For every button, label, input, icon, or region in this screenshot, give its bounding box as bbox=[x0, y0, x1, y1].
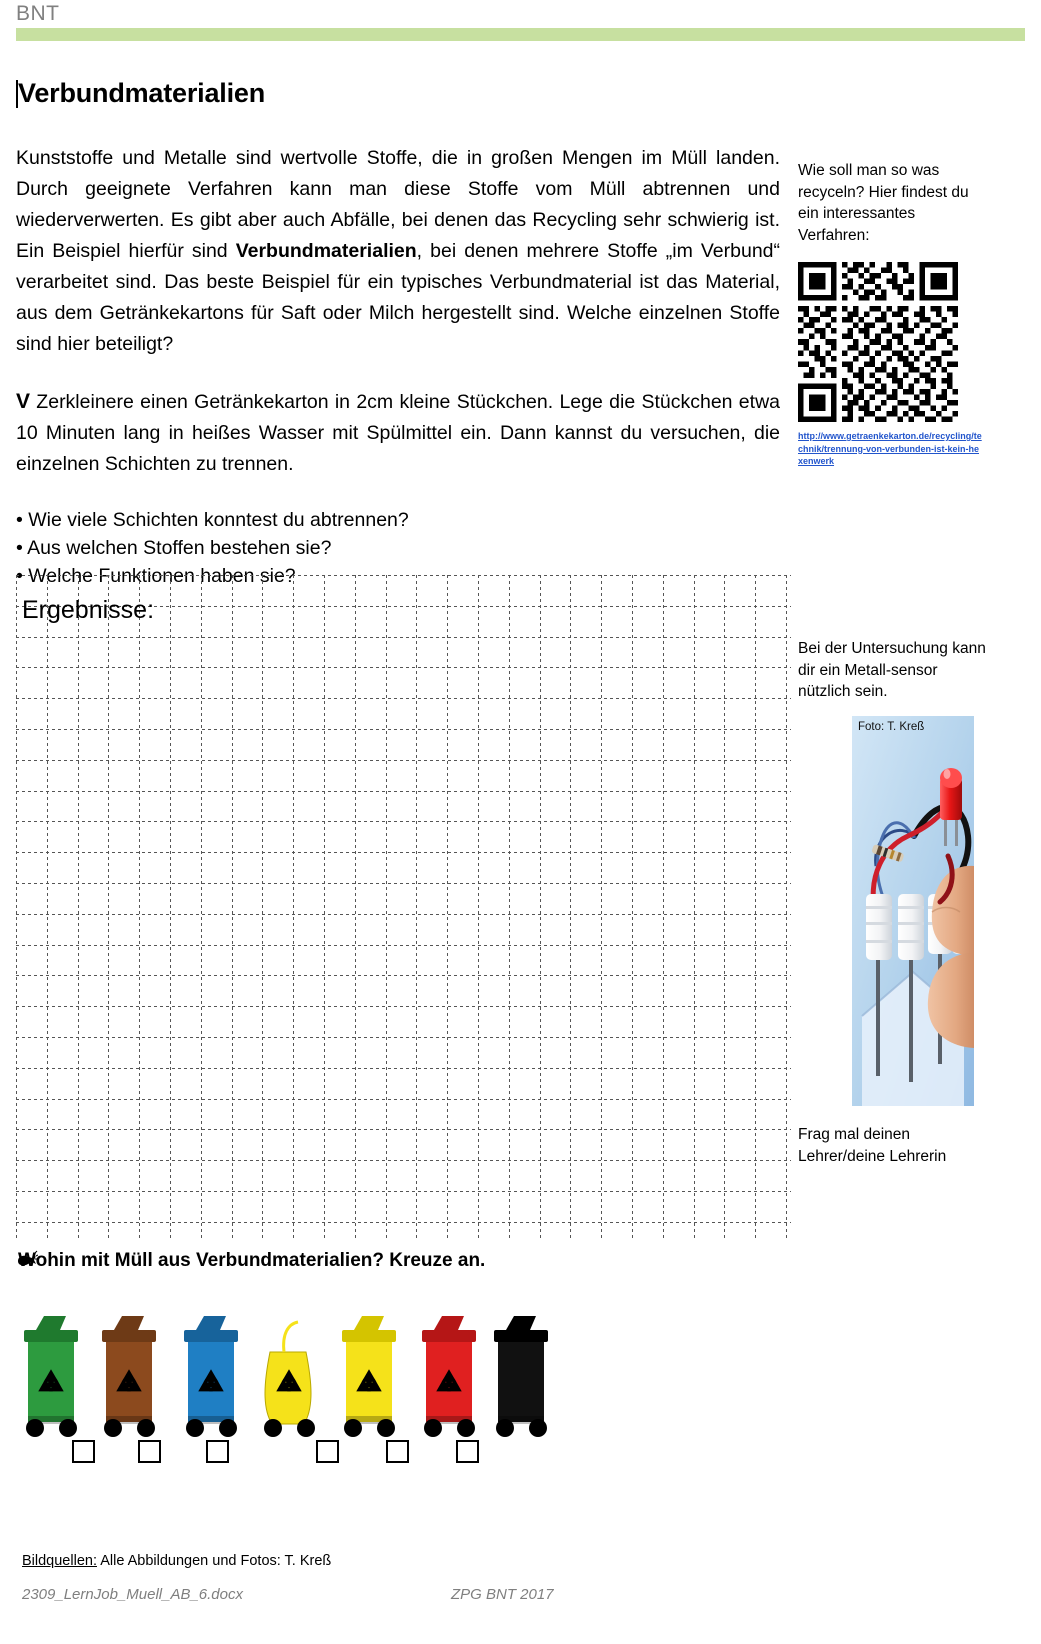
bin-glyph-black-bin bbox=[486, 1312, 556, 1440]
paragraph-spacer bbox=[16, 360, 780, 386]
answer-grid-svg bbox=[16, 575, 791, 1240]
qr-intro-text: Wie soll man so was recyceln? Hier findest du ein interessantes Verfahren: bbox=[798, 162, 969, 244]
ask-teacher-text: Frag mal deinen Lehrer/deine Lehrerin bbox=[798, 1126, 947, 1165]
bin-black-bin[interactable] bbox=[486, 1312, 556, 1440]
image-sources-line bbox=[22, 1553, 331, 1569]
main-text-column bbox=[16, 143, 780, 590]
bin-checkbox[interactable] bbox=[386, 1440, 409, 1463]
bin-checkbox[interactable] bbox=[72, 1440, 95, 1463]
bin-checkbox[interactable] bbox=[316, 1440, 339, 1463]
intro-bold-term: Verbundmaterialien bbox=[235, 240, 417, 262]
results-label: Ergebnisse: bbox=[22, 596, 155, 624]
question-item: • Welche Funktionen haben sie? bbox=[16, 565, 296, 587]
bin-glyph-glass-bin bbox=[176, 1312, 246, 1440]
intro-part1: Kunststoffe und Metalle sind wertvolle Stoffe, die in großen Mengen im Müll landen. Durch geeignete Verfahren kann man diese Stoffe vom Müll abtrennen und wiederverwerten. Es gibt aber auch Abfälle, bei denen das Recycling sehr schwierig ist. Ein Beispiel hierfür sind bbox=[16, 147, 780, 262]
bin-glyph-yellow-sack bbox=[254, 1312, 324, 1440]
sources-label: Bildquellen: bbox=[22, 1553, 97, 1569]
header-label: BNT bbox=[16, 2, 60, 25]
intro-paragraph bbox=[16, 143, 780, 360]
bin-bio-bin[interactable] bbox=[16, 1312, 86, 1440]
recycling-bins-row bbox=[16, 1300, 516, 1440]
bin-yellow-bin[interactable] bbox=[334, 1312, 404, 1440]
answer-grid[interactable] bbox=[16, 575, 791, 1240]
bins-checkbox-row bbox=[16, 1440, 536, 1480]
bin-yellow-sack[interactable] bbox=[254, 1312, 324, 1440]
qr-code-image bbox=[798, 262, 958, 422]
bin-glass-bin[interactable] bbox=[176, 1312, 246, 1440]
intro-part2: , bei denen mehrere Stoffe „im Verbund“ verarbeitet sind. Das beste Beispiel für ein typisches Verbundmaterial ist das Material, aus dem Getränkekartons für Saft oder Milch hergestellt sind. Welche einzelnen Stoffe sind hier beteiligt? bbox=[16, 240, 781, 355]
experiment-text: Zerkleinere einen Getränkekarton in 2cm kleine Stückchen. Lege die Stückchen etwa 10 Minuten lang in heißes Wasser mit Spülmittel ein. Dann kannst du versuchen, die einzelnen Schichten zu trennen. bbox=[16, 391, 780, 475]
bin-glyph-red-bin bbox=[414, 1312, 484, 1440]
question-item: • Aus welchen Stoffen bestehen sie? bbox=[16, 537, 332, 559]
metal-sensor-photo bbox=[852, 716, 974, 1106]
metal-sensor-photo-svg bbox=[852, 716, 974, 1106]
bin-checkbox[interactable] bbox=[456, 1440, 479, 1463]
sensor-note-text: Bei der Untersuchung kann dir ein Metall-sensor nützlich sein. bbox=[798, 640, 986, 700]
bin-glyph-yellow-bin bbox=[334, 1312, 404, 1440]
bin-glyph-paper-bin bbox=[94, 1312, 164, 1440]
bin-paper-bin[interactable] bbox=[94, 1312, 164, 1440]
qr-source-link[interactable]: http://www.getraenkekarton.de/recycling/technik/trennung-von-verbunden-ist-kein-hexenwerk bbox=[798, 431, 982, 466]
page-title: Verbundmaterialien bbox=[18, 78, 265, 108]
question-item: • Wie viele Schichten konntest du abtrennen? bbox=[16, 509, 409, 531]
bin-red-bin[interactable] bbox=[414, 1312, 484, 1440]
experiment-marker: V bbox=[16, 390, 31, 413]
photo-credit-caption: Foto: T. Kreß bbox=[858, 721, 925, 733]
bin-checkbox[interactable] bbox=[206, 1440, 229, 1463]
footer-credit: ZPG BNT 2017 bbox=[451, 1586, 554, 1603]
qr-code-svg bbox=[798, 262, 958, 422]
experiment-paragraph bbox=[16, 386, 780, 480]
bin-checkbox[interactable] bbox=[138, 1440, 161, 1463]
bin-glyph-bio-bin bbox=[16, 1312, 86, 1440]
header-accent-bar bbox=[16, 28, 1025, 41]
question-spacer bbox=[16, 480, 780, 506]
footer-filename: 2309_LernJob_Muell_AB_6.docx bbox=[22, 1586, 243, 1603]
bins-question-heading: Wohin mit Müll aus Verbundmaterialien? Kreuze an. bbox=[18, 1250, 486, 1271]
sources-text: Alle Abbildungen und Fotos: T. Kreß bbox=[96, 1553, 332, 1569]
